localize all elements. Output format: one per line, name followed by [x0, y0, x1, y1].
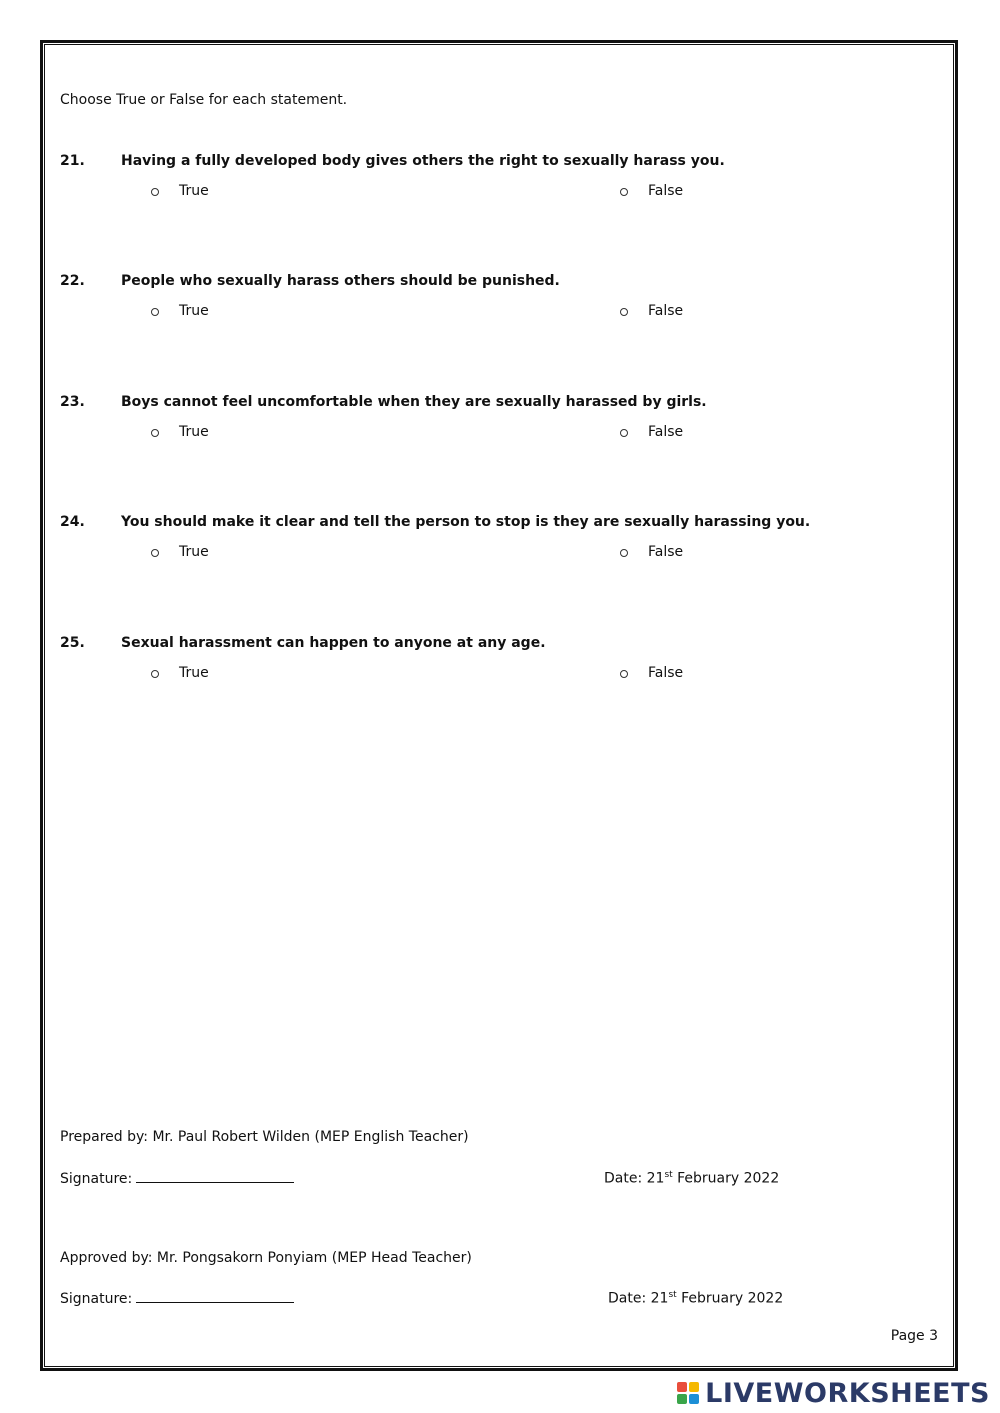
logo-square: [689, 1394, 699, 1404]
option-label: True: [179, 424, 209, 440]
option-label: False: [648, 303, 684, 319]
logo-square: [677, 1382, 687, 1392]
date-prepared: [604, 1170, 779, 1187]
option-true[interactable]: [151, 665, 209, 681]
question-number: 24.: [60, 514, 85, 530]
radio-circle-icon[interactable]: [151, 308, 159, 316]
page-number: Page 3: [890, 1328, 938, 1344]
question-number: 23.: [60, 394, 85, 410]
question-text: You should make it clear and tell the person to stop is they are sexually harassing you.: [121, 514, 811, 530]
date-rest: February 2022: [672, 1170, 780, 1187]
prepared-by: Prepared by: Mr. Paul Robert Wilden (MEP English Teacher): [60, 1129, 469, 1145]
option-false[interactable]: [620, 183, 683, 199]
option-true[interactable]: [151, 303, 209, 319]
date-suffix: st: [668, 1290, 677, 1300]
signature-label: Signature:: [60, 1291, 133, 1307]
date-approved: [608, 1290, 783, 1307]
radio-circle-icon[interactable]: [151, 188, 159, 196]
question-text: Having a fully developed body gives others the right to sexually harass you.: [121, 153, 725, 169]
instructions: Choose True or False for each statement.: [60, 92, 348, 108]
radio-circle-icon[interactable]: [151, 670, 159, 678]
page-border-inner: [44, 44, 954, 1367]
liveworksheets-logo[interactable]: [677, 1376, 990, 1410]
date-prefix: Date: 21: [608, 1290, 669, 1307]
date-prefix: Date: 21: [604, 1170, 665, 1187]
option-false[interactable]: [620, 303, 683, 319]
option-false[interactable]: [620, 665, 683, 681]
logo-square: [677, 1394, 687, 1404]
option-label: True: [179, 665, 209, 681]
signature-line: [136, 1170, 294, 1183]
question-number: 25.: [60, 635, 85, 651]
radio-circle-icon[interactable]: [620, 429, 628, 437]
option-label: False: [648, 424, 684, 440]
question-text: Sexual harassment can happen to anyone at any age.: [121, 635, 546, 651]
radio-circle-icon[interactable]: [151, 549, 159, 557]
question-number: 22.: [60, 273, 85, 289]
radio-circle-icon[interactable]: [620, 308, 628, 316]
option-label: False: [648, 183, 684, 199]
question-text: Boys cannot feel uncomfortable when they are sexually harassed by girls.: [121, 394, 707, 410]
approved-by: Approved by: Mr. Pongsakorn Ponyiam (MEP Head Teacher): [60, 1250, 472, 1266]
signature-approved: [60, 1290, 294, 1307]
option-label: True: [179, 303, 209, 319]
radio-circle-icon[interactable]: [620, 188, 628, 196]
radio-circle-icon[interactable]: [620, 670, 628, 678]
option-true[interactable]: [151, 183, 209, 199]
question-text: People who sexually harass others should be punished.: [121, 273, 560, 289]
option-label: True: [179, 544, 209, 560]
logo-square: [689, 1382, 699, 1392]
option-label: True: [179, 183, 209, 199]
option-false[interactable]: [620, 544, 683, 560]
signature-label: Signature:: [60, 1171, 133, 1187]
radio-circle-icon[interactable]: [151, 429, 159, 437]
radio-circle-icon[interactable]: [620, 549, 628, 557]
question-number: 21.: [60, 153, 85, 169]
logo-text: LIVEWORKSHEETS: [705, 1377, 990, 1409]
option-true[interactable]: [151, 544, 209, 560]
option-label: False: [648, 665, 684, 681]
logo-grid-icon: [677, 1382, 699, 1404]
option-false[interactable]: [620, 424, 683, 440]
signature-line: [136, 1290, 294, 1303]
option-label: False: [648, 544, 684, 560]
date-suffix: st: [664, 1170, 673, 1180]
option-true[interactable]: [151, 424, 209, 440]
date-rest: February 2022: [676, 1290, 784, 1307]
signature-prepared: [60, 1170, 294, 1187]
